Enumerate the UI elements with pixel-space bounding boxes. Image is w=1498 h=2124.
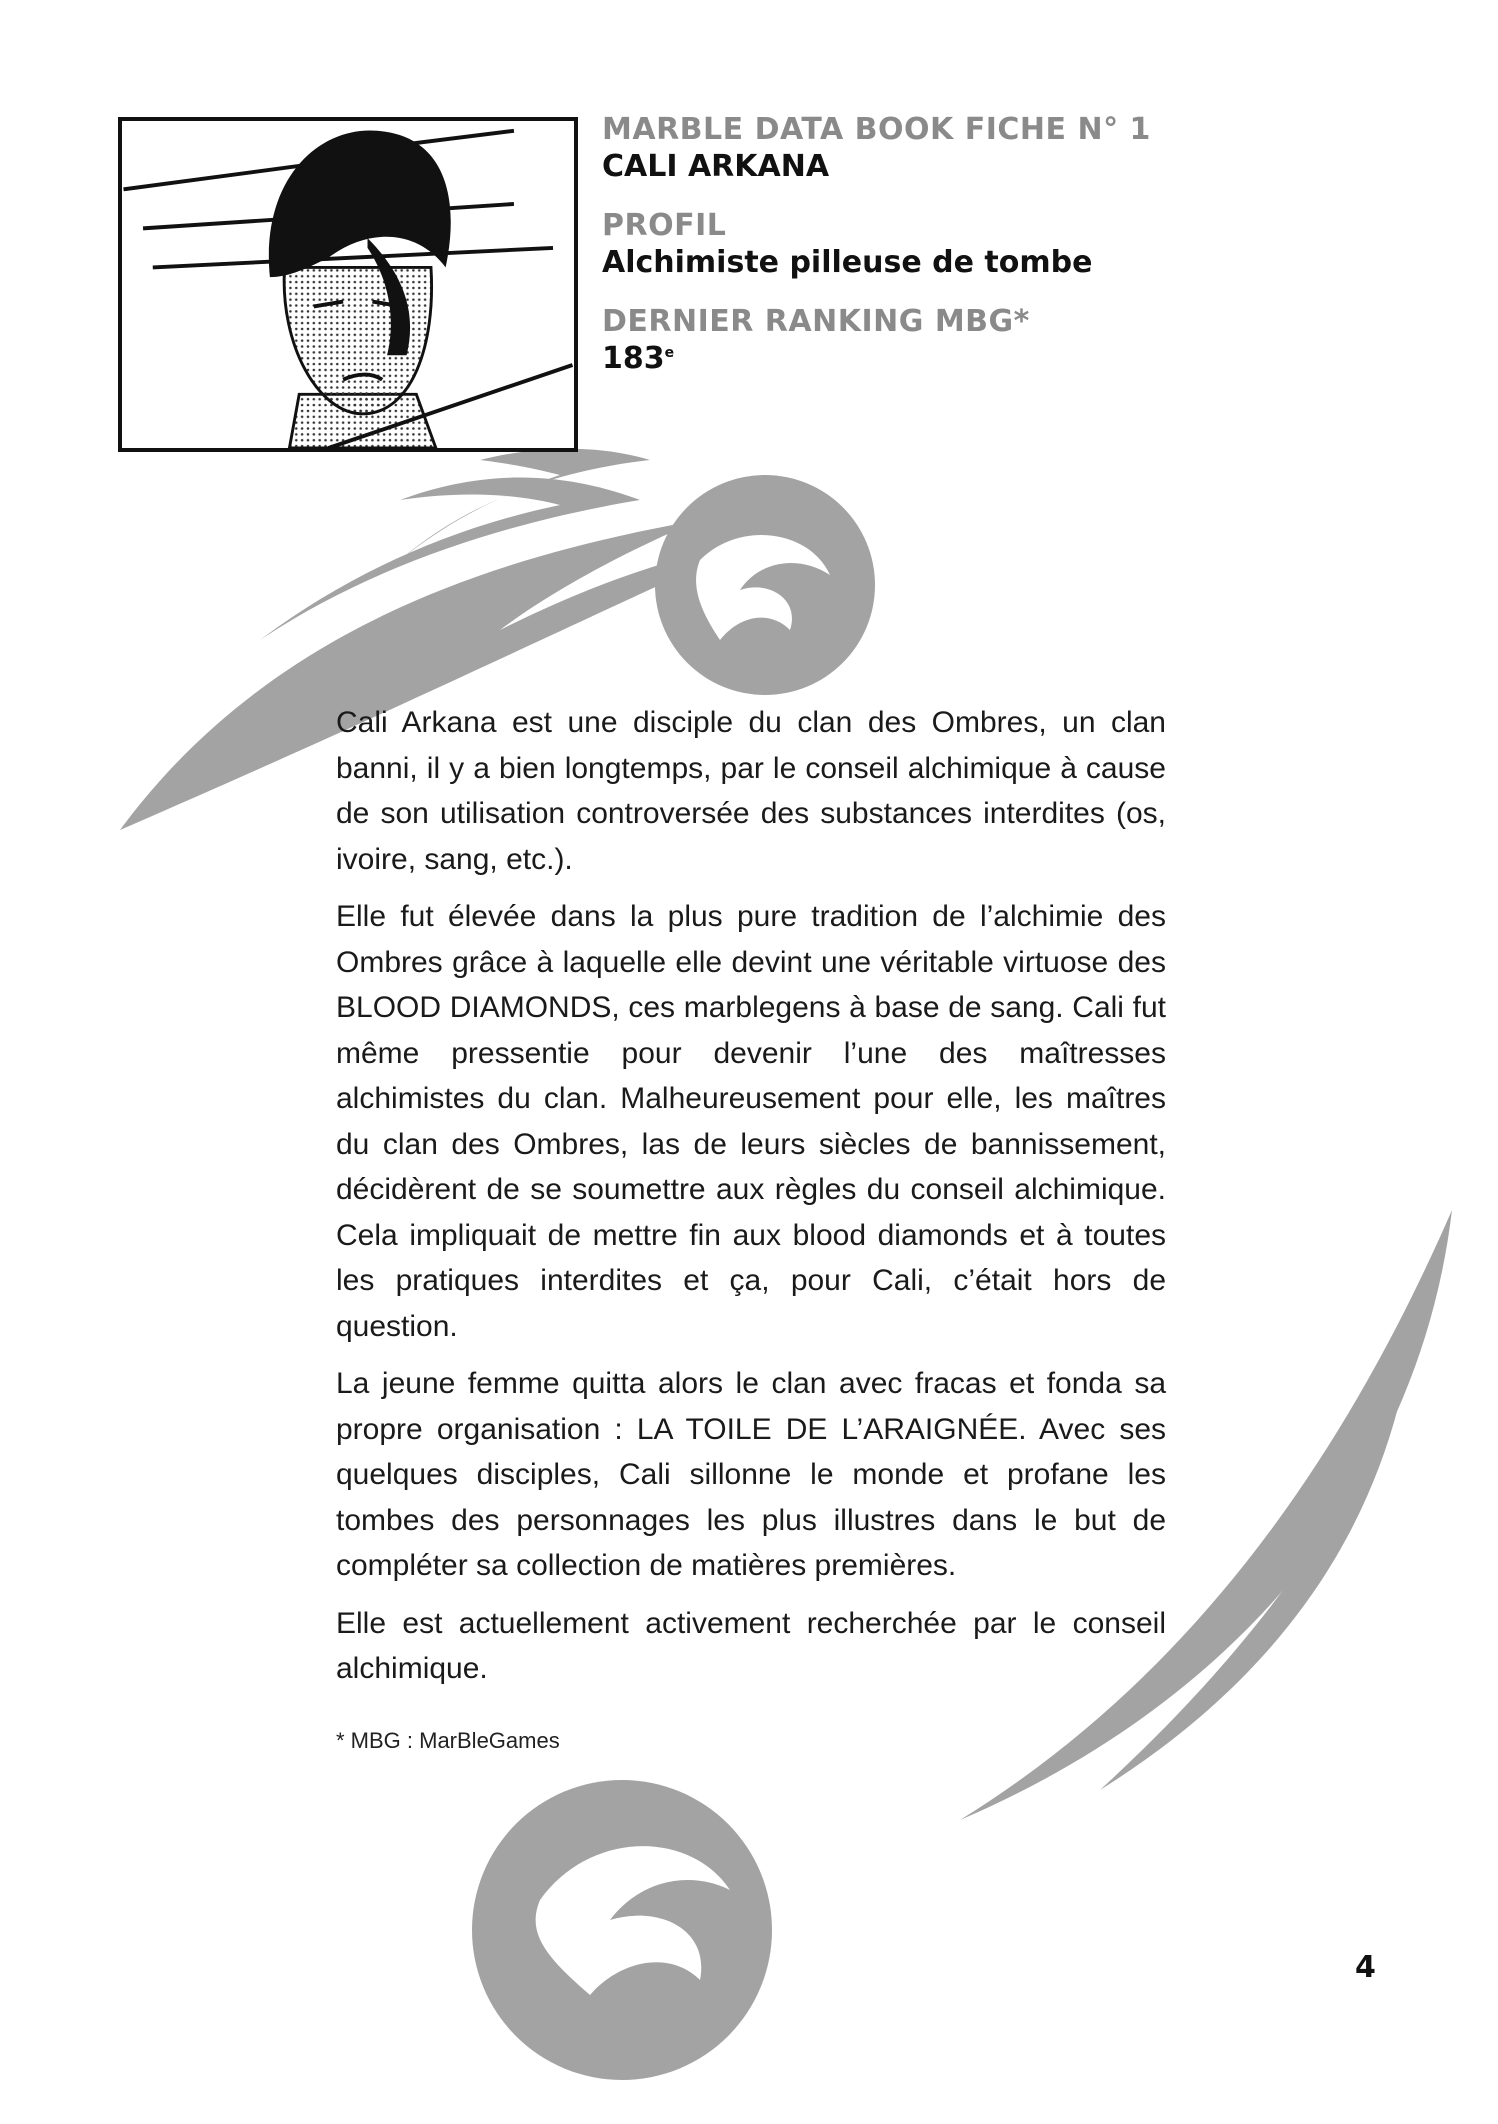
character-portrait bbox=[118, 117, 578, 452]
paragraph: Cali Arkana est une disciple du clan des Ombres, un clan banni, il y a bien longtemps, par le conseil alchimique à cause de son utilisation controversée des substances interdites (os, ivoire, sang, etc.). bbox=[336, 706, 1166, 876]
page-number: 4 bbox=[1355, 1950, 1376, 1985]
profil-value: Alchimiste pilleuse de tombe bbox=[602, 245, 1093, 280]
paragraph: Elle est actuellement activement recherchée par le conseil alchimique. bbox=[336, 1606, 1166, 1685]
ranking-label: DERNIER RANKING MBG* bbox=[602, 304, 1030, 339]
footnote: * MBG : MarBleGames bbox=[336, 1728, 560, 1753]
profil-label: PROFIL bbox=[602, 208, 727, 243]
portrait-illustration bbox=[122, 121, 574, 448]
body-text bbox=[336, 700, 1166, 1704]
upper-comet-ball bbox=[655, 475, 875, 695]
paragraph: Elle fut élevée dans la plus pure tradition de l’alchimie des Ombres grâce à laquelle elle devint une véritable virtuose des BLOOD DIAMONDS, ces marblegens à base de sang. Cali fut même pressentie pour devenir l’une des maîtresses alchimistes du clan. Malheureusement pour elle, les maîtres du clan des Ombres, las de leurs siècles de bannissement, décidèrent de se soumettre aux règles du conseil alchimique. Cela impliquait de mettre fin aux blood diamonds et à toutes les pratiques interdites et ça, pour Cali, c’était hors de question. bbox=[336, 900, 1166, 1343]
character-name: CALI ARKANA bbox=[602, 149, 830, 184]
fiche-heading: MARBLE DATA BOOK FICHE N° 1 bbox=[602, 112, 1151, 147]
paragraph: La jeune femme quitta alors le clan avec fracas et fonda sa propre organisation : LA TOILE DE L’ARAIGNÉE. Avec ses quelques disciples, Cali sillonne le monde et profane les tombes des personnages les plus illustres dans le but de compléter sa collection de matières premières. bbox=[336, 1367, 1166, 1582]
ranking-value bbox=[602, 340, 1302, 378]
character-fiche bbox=[602, 112, 1302, 400]
ranking-suffix: e bbox=[664, 345, 675, 361]
ranking-number: 183 bbox=[602, 341, 665, 376]
